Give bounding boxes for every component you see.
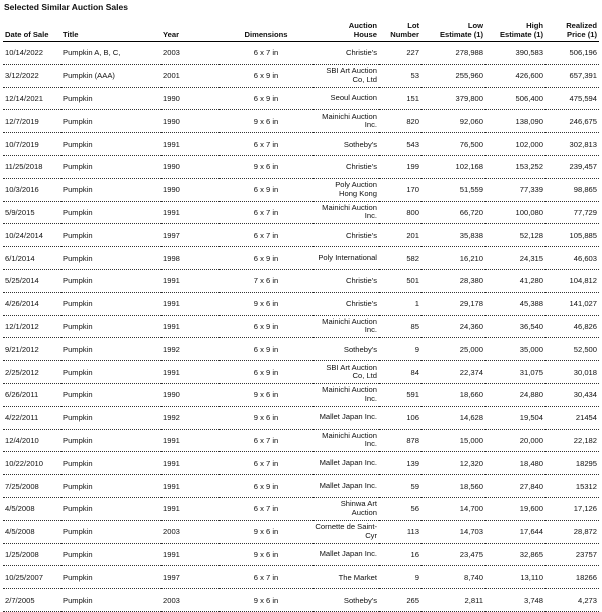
cell-year: 1991 xyxy=(161,201,219,224)
cell-title: Pumpkin xyxy=(61,406,161,429)
cell-date: 4/22/2011 xyxy=(3,406,61,429)
cell-low-estimate: 25,000 xyxy=(421,338,485,361)
cell-lot-number: 199 xyxy=(379,155,421,178)
column-header-realized-line1: Realized xyxy=(566,21,597,30)
cell-dimensions: 6 x 7 in xyxy=(219,224,313,247)
page-title: Selected Similar Auction Sales xyxy=(4,2,128,12)
cell-low-estimate: 12,320 xyxy=(421,452,485,475)
cell-date: 7/25/2008 xyxy=(3,475,61,498)
cell-auction-house: Mainichi Auction Inc. xyxy=(313,429,379,452)
cell-title: Pumpkin xyxy=(61,452,161,475)
table-row xyxy=(3,64,599,87)
cell-title: Pumpkin xyxy=(61,429,161,452)
table-row xyxy=(3,475,599,498)
cell-date: 4/5/2008 xyxy=(3,520,61,543)
column-header-auction-house-line1: Auction xyxy=(348,21,377,30)
cell-auction-house: Mallet Japan Inc. xyxy=(313,406,379,429)
cell-high-estimate: 102,000 xyxy=(485,133,545,156)
cell-auction-house: Seoul Auction xyxy=(313,87,379,110)
cell-high-estimate: 24,315 xyxy=(485,247,545,270)
cell-dimensions: 9 x 6 in xyxy=(219,155,313,178)
cell-year: 1997 xyxy=(161,224,219,247)
cell-title: Pumpkin xyxy=(61,133,161,156)
cell-realized-price: 104,812 xyxy=(545,269,599,292)
cell-high-estimate: 390,583 xyxy=(485,42,545,65)
cell-realized-price: 105,885 xyxy=(545,224,599,247)
cell-date: 5/25/2014 xyxy=(3,269,61,292)
cell-high-estimate: 13,110 xyxy=(485,566,545,589)
cell-title: Pumpkin xyxy=(61,269,161,292)
cell-title: Pumpkin xyxy=(61,520,161,543)
cell-high-estimate: 3,748 xyxy=(485,589,545,612)
cell-date: 10/7/2019 xyxy=(3,133,61,156)
cell-year: 2003 xyxy=(161,520,219,543)
cell-dimensions: 6 x 7 in xyxy=(219,452,313,475)
cell-lot-number: 56 xyxy=(379,497,421,520)
cell-title: Pumpkin xyxy=(61,383,161,406)
cell-date: 6/26/2011 xyxy=(3,383,61,406)
cell-dimensions: 6 x 9 in xyxy=(219,338,313,361)
cell-title: Pumpkin xyxy=(61,247,161,270)
auction-sales-table xyxy=(3,12,599,612)
cell-dimensions: 6 x 9 in xyxy=(219,178,313,201)
cell-date: 6/1/2014 xyxy=(3,247,61,270)
cell-lot-number: 151 xyxy=(379,87,421,110)
cell-low-estimate: 8,740 xyxy=(421,566,485,589)
table-row xyxy=(3,589,599,612)
cell-title: Pumpkin xyxy=(61,224,161,247)
cell-year: 1991 xyxy=(161,315,219,338)
table-row xyxy=(3,133,599,156)
cell-realized-price: 98,865 xyxy=(545,178,599,201)
table-row xyxy=(3,406,599,429)
cell-year: 1991 xyxy=(161,269,219,292)
cell-date: 2/7/2005 xyxy=(3,589,61,612)
cell-high-estimate: 27,840 xyxy=(485,475,545,498)
cell-lot-number: 543 xyxy=(379,133,421,156)
cell-high-estimate: 45,388 xyxy=(485,292,545,315)
cell-lot-number: 820 xyxy=(379,110,421,133)
cell-year: 2003 xyxy=(161,42,219,65)
cell-realized-price: 657,391 xyxy=(545,64,599,87)
cell-dimensions: 6 x 9 in xyxy=(219,475,313,498)
cell-high-estimate: 36,540 xyxy=(485,315,545,338)
cell-auction-house: Mainichi Auction Inc. xyxy=(313,315,379,338)
cell-year: 1991 xyxy=(161,133,219,156)
table-row xyxy=(3,269,599,292)
cell-auction-house: Mainichi Auction Inc. xyxy=(313,383,379,406)
cell-year: 1991 xyxy=(161,452,219,475)
cell-lot-number: 201 xyxy=(379,224,421,247)
cell-year: 1991 xyxy=(161,543,219,566)
column-header-realized-price xyxy=(545,12,599,42)
cell-lot-number: 227 xyxy=(379,42,421,65)
cell-dimensions: 6 x 9 in xyxy=(219,64,313,87)
cell-date: 9/21/2012 xyxy=(3,338,61,361)
cell-dimensions: 7 x 6 in xyxy=(219,269,313,292)
cell-dimensions: 9 x 6 in xyxy=(219,406,313,429)
cell-lot-number: 106 xyxy=(379,406,421,429)
cell-year: 1990 xyxy=(161,87,219,110)
cell-date: 10/22/2010 xyxy=(3,452,61,475)
table-row xyxy=(3,155,599,178)
cell-title: Pumpkin xyxy=(61,361,161,384)
cell-realized-price: 17,126 xyxy=(545,497,599,520)
cell-auction-house: The Market xyxy=(313,566,379,589)
cell-realized-price: 22,182 xyxy=(545,429,599,452)
cell-dimensions: 6 x 7 in xyxy=(219,497,313,520)
cell-title: Pumpkin xyxy=(61,87,161,110)
cell-year: 1991 xyxy=(161,292,219,315)
cell-title: Pumpkin xyxy=(61,589,161,612)
cell-high-estimate: 41,280 xyxy=(485,269,545,292)
cell-realized-price: 46,603 xyxy=(545,247,599,270)
cell-realized-price: 506,196 xyxy=(545,42,599,65)
cell-high-estimate: 506,400 xyxy=(485,87,545,110)
cell-lot-number: 800 xyxy=(379,201,421,224)
cell-high-estimate: 18,480 xyxy=(485,452,545,475)
cell-dimensions: 9 x 6 in xyxy=(219,520,313,543)
column-header-realized-line2: Price (1) xyxy=(567,30,597,39)
cell-year: 1992 xyxy=(161,406,219,429)
table-row xyxy=(3,224,599,247)
cell-high-estimate: 20,000 xyxy=(485,429,545,452)
column-header-high-line2: Estimate (1) xyxy=(499,30,543,39)
cell-auction-house: Shinwa Art Auction xyxy=(313,497,379,520)
cell-low-estimate: 278,988 xyxy=(421,42,485,65)
cell-date: 10/14/2022 xyxy=(3,42,61,65)
cell-low-estimate: 22,374 xyxy=(421,361,485,384)
cell-low-estimate: 2,811 xyxy=(421,589,485,612)
cell-date: 10/25/2007 xyxy=(3,566,61,589)
column-header-lot-number xyxy=(379,12,421,42)
cell-lot-number: 501 xyxy=(379,269,421,292)
cell-auction-house: Christie's xyxy=(313,224,379,247)
table-row xyxy=(3,429,599,452)
cell-low-estimate: 14,703 xyxy=(421,520,485,543)
column-header-year: Year xyxy=(161,12,219,42)
cell-high-estimate: 31,075 xyxy=(485,361,545,384)
cell-dimensions: 9 x 6 in xyxy=(219,383,313,406)
cell-date: 1/25/2008 xyxy=(3,543,61,566)
cell-low-estimate: 23,475 xyxy=(421,543,485,566)
cell-auction-house: Mainichi Auction Inc. xyxy=(313,110,379,133)
table-body xyxy=(3,42,599,612)
column-header-low-line1: Low xyxy=(467,21,483,30)
cell-high-estimate: 426,600 xyxy=(485,64,545,87)
cell-realized-price: 246,675 xyxy=(545,110,599,133)
cell-low-estimate: 76,500 xyxy=(421,133,485,156)
column-header-auction-house-line2: House xyxy=(353,30,377,39)
column-header-date: Date of Sale xyxy=(3,12,61,42)
cell-dimensions: 9 x 6 in xyxy=(219,292,313,315)
cell-title: Pumpkin xyxy=(61,178,161,201)
column-header-dimensions: Dimensions xyxy=(219,12,313,42)
cell-dimensions: 6 x 7 in xyxy=(219,566,313,589)
table-row xyxy=(3,566,599,589)
cell-lot-number: 591 xyxy=(379,383,421,406)
cell-dimensions: 6 x 7 in xyxy=(219,42,313,65)
cell-date: 2/25/2012 xyxy=(3,361,61,384)
cell-title: Pumpkin xyxy=(61,543,161,566)
cell-dimensions: 6 x 7 in xyxy=(219,201,313,224)
cell-low-estimate: 35,838 xyxy=(421,224,485,247)
cell-high-estimate: 32,865 xyxy=(485,543,545,566)
cell-auction-house: Cornette de Saint-Cyr xyxy=(313,520,379,543)
cell-low-estimate: 66,720 xyxy=(421,201,485,224)
cell-lot-number: 9 xyxy=(379,566,421,589)
cell-low-estimate: 14,628 xyxy=(421,406,485,429)
cell-lot-number: 84 xyxy=(379,361,421,384)
cell-date: 12/4/2010 xyxy=(3,429,61,452)
cell-low-estimate: 102,168 xyxy=(421,155,485,178)
cell-title: Pumpkin xyxy=(61,475,161,498)
cell-title: Pumpkin A, B, C, xyxy=(61,42,161,65)
cell-lot-number: 9 xyxy=(379,338,421,361)
cell-auction-house: Poly International xyxy=(313,247,379,270)
cell-dimensions: 6 x 9 in xyxy=(219,247,313,270)
cell-title: Pumpkin xyxy=(61,110,161,133)
column-header-high-line1: High xyxy=(526,21,543,30)
cell-lot-number: 113 xyxy=(379,520,421,543)
cell-lot-number: 878 xyxy=(379,429,421,452)
cell-dimensions: 9 x 6 in xyxy=(219,110,313,133)
table-row xyxy=(3,315,599,338)
cell-title: Pumpkin xyxy=(61,292,161,315)
table-row xyxy=(3,361,599,384)
cell-title: Pumpkin xyxy=(61,155,161,178)
cell-low-estimate: 18,560 xyxy=(421,475,485,498)
cell-realized-price: 52,500 xyxy=(545,338,599,361)
cell-title: Pumpkin xyxy=(61,566,161,589)
cell-realized-price: 141,027 xyxy=(545,292,599,315)
cell-high-estimate: 100,080 xyxy=(485,201,545,224)
table-row xyxy=(3,201,599,224)
cell-year: 1998 xyxy=(161,247,219,270)
cell-auction-house: Poly Auction Hong Kong xyxy=(313,178,379,201)
cell-auction-house: Sotheby's xyxy=(313,338,379,361)
cell-realized-price: 475,594 xyxy=(545,87,599,110)
cell-low-estimate: 255,960 xyxy=(421,64,485,87)
cell-year: 1991 xyxy=(161,429,219,452)
table-row xyxy=(3,292,599,315)
cell-realized-price: 239,457 xyxy=(545,155,599,178)
table-row xyxy=(3,42,599,65)
cell-realized-price: 30,018 xyxy=(545,361,599,384)
cell-lot-number: 582 xyxy=(379,247,421,270)
cell-dimensions: 6 x 9 in xyxy=(219,315,313,338)
cell-date: 4/5/2008 xyxy=(3,497,61,520)
column-header-auction-house xyxy=(313,12,379,42)
cell-auction-house: Christie's xyxy=(313,292,379,315)
table-row xyxy=(3,87,599,110)
cell-year: 1991 xyxy=(161,361,219,384)
cell-auction-house: SBI Art Auction Co, Ltd xyxy=(313,64,379,87)
cell-realized-price: 21454 xyxy=(545,406,599,429)
cell-auction-house: SBI Art Auction Co, Ltd xyxy=(313,361,379,384)
cell-high-estimate: 77,339 xyxy=(485,178,545,201)
cell-lot-number: 59 xyxy=(379,475,421,498)
cell-title: Pumpkin xyxy=(61,201,161,224)
cell-auction-house: Christie's xyxy=(313,269,379,292)
cell-auction-house: Mallet Japan Inc. xyxy=(313,543,379,566)
table-row xyxy=(3,110,599,133)
cell-high-estimate: 19,600 xyxy=(485,497,545,520)
column-header-low-line2: Estimate (1) xyxy=(439,30,483,39)
cell-high-estimate: 35,000 xyxy=(485,338,545,361)
cell-date: 10/24/2014 xyxy=(3,224,61,247)
cell-auction-house: Sotheby's xyxy=(313,589,379,612)
cell-date: 3/12/2022 xyxy=(3,64,61,87)
cell-realized-price: 46,826 xyxy=(545,315,599,338)
cell-realized-price: 4,273 xyxy=(545,589,599,612)
table-row xyxy=(3,178,599,201)
cell-title: Pumpkin xyxy=(61,338,161,361)
cell-year: 1990 xyxy=(161,155,219,178)
cell-low-estimate: 51,559 xyxy=(421,178,485,201)
column-header-lot-line1: Lot xyxy=(407,21,419,30)
cell-date: 10/3/2016 xyxy=(3,178,61,201)
cell-year: 2003 xyxy=(161,589,219,612)
cell-high-estimate: 24,880 xyxy=(485,383,545,406)
cell-lot-number: 53 xyxy=(379,64,421,87)
cell-realized-price: 15312 xyxy=(545,475,599,498)
cell-year: 1991 xyxy=(161,497,219,520)
cell-date: 12/7/2019 xyxy=(3,110,61,133)
cell-auction-house: Mainichi Auction Inc. xyxy=(313,201,379,224)
column-header-lot-line2: Number xyxy=(390,30,419,39)
cell-low-estimate: 18,660 xyxy=(421,383,485,406)
column-header-low-estimate xyxy=(421,12,485,42)
cell-lot-number: 16 xyxy=(379,543,421,566)
cell-dimensions: 6 x 9 in xyxy=(219,361,313,384)
cell-date: 12/1/2012 xyxy=(3,315,61,338)
cell-lot-number: 1 xyxy=(379,292,421,315)
cell-date: 4/26/2014 xyxy=(3,292,61,315)
cell-auction-house: Mallet Japan Inc. xyxy=(313,452,379,475)
table-row xyxy=(3,452,599,475)
cell-low-estimate: 15,000 xyxy=(421,429,485,452)
cell-realized-price: 77,729 xyxy=(545,201,599,224)
cell-year: 2001 xyxy=(161,64,219,87)
cell-dimensions: 6 x 9 in xyxy=(219,87,313,110)
column-header-high-estimate xyxy=(485,12,545,42)
cell-realized-price: 30,434 xyxy=(545,383,599,406)
cell-title: Pumpkin xyxy=(61,497,161,520)
cell-lot-number: 265 xyxy=(379,589,421,612)
table-row xyxy=(3,543,599,566)
cell-high-estimate: 52,128 xyxy=(485,224,545,247)
cell-low-estimate: 379,800 xyxy=(421,87,485,110)
cell-title: Pumpkin (AAA) xyxy=(61,64,161,87)
cell-realized-price: 302,813 xyxy=(545,133,599,156)
cell-date: 12/14/2021 xyxy=(3,87,61,110)
cell-realized-price: 18295 xyxy=(545,452,599,475)
table-row xyxy=(3,338,599,361)
cell-title: Pumpkin xyxy=(61,315,161,338)
cell-year: 1997 xyxy=(161,566,219,589)
cell-auction-house: Sotheby's xyxy=(313,133,379,156)
cell-realized-price: 23757 xyxy=(545,543,599,566)
cell-year: 1990 xyxy=(161,383,219,406)
cell-lot-number: 139 xyxy=(379,452,421,475)
table-header xyxy=(3,12,599,42)
cell-auction-house: Christie's xyxy=(313,42,379,65)
column-header-title: Title xyxy=(61,12,161,42)
cell-year: 1990 xyxy=(161,178,219,201)
cell-high-estimate: 19,504 xyxy=(485,406,545,429)
cell-auction-house: Christie's xyxy=(313,155,379,178)
cell-realized-price: 18266 xyxy=(545,566,599,589)
cell-low-estimate: 16,210 xyxy=(421,247,485,270)
cell-date: 5/9/2015 xyxy=(3,201,61,224)
header-row xyxy=(3,12,599,42)
cell-date: 11/25/2018 xyxy=(3,155,61,178)
cell-dimensions: 6 x 7 in xyxy=(219,133,313,156)
cell-dimensions: 9 x 6 in xyxy=(219,589,313,612)
cell-low-estimate: 29,178 xyxy=(421,292,485,315)
cell-lot-number: 170 xyxy=(379,178,421,201)
cell-realized-price: 28,872 xyxy=(545,520,599,543)
cell-auction-house: Mallet Japan Inc. xyxy=(313,475,379,498)
cell-low-estimate: 92,060 xyxy=(421,110,485,133)
cell-dimensions: 6 x 7 in xyxy=(219,429,313,452)
cell-dimensions: 9 x 6 in xyxy=(219,543,313,566)
cell-year: 1992 xyxy=(161,338,219,361)
cell-low-estimate: 28,380 xyxy=(421,269,485,292)
cell-high-estimate: 153,252 xyxy=(485,155,545,178)
cell-year: 1991 xyxy=(161,475,219,498)
cell-year: 1990 xyxy=(161,110,219,133)
cell-low-estimate: 14,700 xyxy=(421,497,485,520)
cell-high-estimate: 138,090 xyxy=(485,110,545,133)
cell-lot-number: 85 xyxy=(379,315,421,338)
table-row xyxy=(3,247,599,270)
cell-high-estimate: 17,644 xyxy=(485,520,545,543)
cell-low-estimate: 24,360 xyxy=(421,315,485,338)
table-row xyxy=(3,383,599,406)
table-row xyxy=(3,497,599,520)
table-row xyxy=(3,520,599,543)
